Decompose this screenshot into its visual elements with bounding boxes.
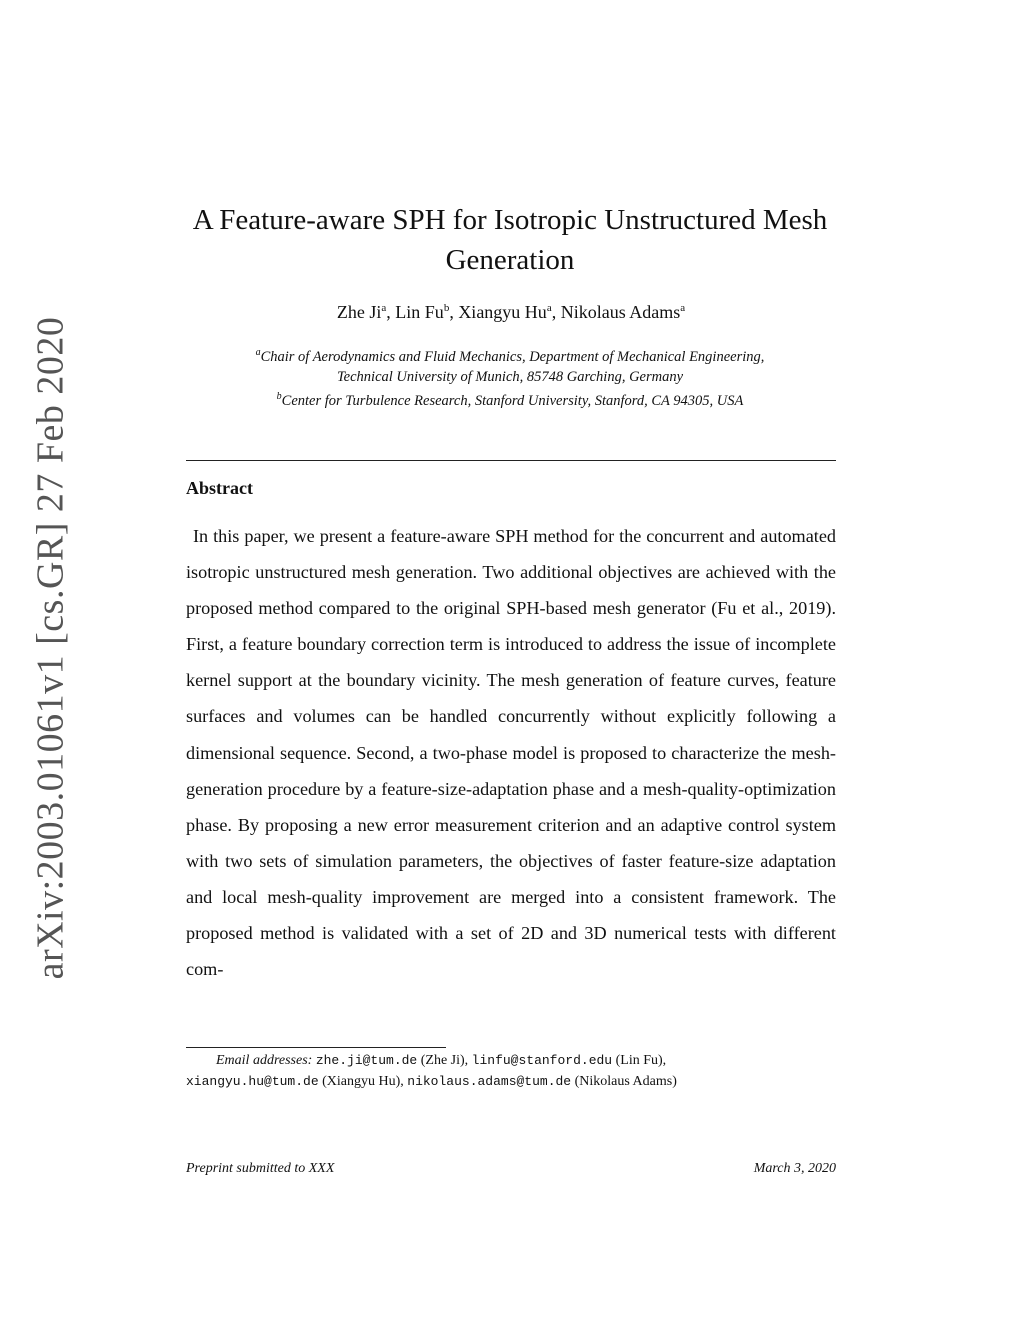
email-link[interactable]: zhe.ji@tum.de xyxy=(315,1053,418,1068)
affiliations xyxy=(170,343,850,411)
affiliation-a xyxy=(170,343,850,367)
affiliation-mark: b xyxy=(276,390,282,402)
affiliation-text: Center for Turbulence Research, Stanford University, Stanford, CA 94305, USA xyxy=(281,392,744,409)
author-name: Zhe Ji xyxy=(336,302,382,322)
paper-title: A Feature-aware SPH for Isotropic Unstructured Mesh Generation xyxy=(192,204,828,276)
preprint-date: March 3, 2020 xyxy=(753,1161,836,1176)
affiliation-a-cont: Technical University of Munich, 85748 Garching, Germany xyxy=(336,368,684,385)
footnote-label: Email addresses: xyxy=(216,1053,313,1068)
affiliation-text: Chair of Aerodynamics and Fluid Mechanics, Department of Mechanical Engineering, xyxy=(260,348,765,365)
abstract-heading: Abstract xyxy=(186,478,253,498)
author-mark: b xyxy=(443,302,450,314)
affiliation-b xyxy=(170,387,850,411)
email-owner: (Lin Fu), xyxy=(615,1053,667,1068)
author-mark: a xyxy=(546,302,552,314)
email-link[interactable]: linfu@stanford.edu xyxy=(471,1053,613,1068)
email-link[interactable]: nikolaus.adams@tum.de xyxy=(407,1074,572,1089)
author-mark: a xyxy=(680,302,686,314)
email-link[interactable]: xiangyu.hu@tum.de xyxy=(186,1074,319,1089)
author-name: Lin Fu xyxy=(395,302,444,322)
arxiv-identifier xyxy=(28,316,72,979)
email-owner: (Nikolaus Adams) xyxy=(574,1074,677,1089)
author-mark: a xyxy=(381,302,387,314)
author-name: Xiangyu Hu xyxy=(458,302,547,322)
preprint-note: Preprint submitted to XXX xyxy=(186,1161,335,1176)
abstract-text: In this paper, we present a feature-aware SPH method for the concurrent and automated isotropic unstructured mesh generation. Two additional objectives are achieved with the proposed method compared to the original SPH-based mesh generator (Fu et al., 2019). First, a feature boundary correction term is introduced to address the issue of incomplete kernel support at the boundary vicinity. The mesh generation of feature curves, feature surfaces and volumes can be handled concurrently without explicitly following a dimensional sequence. Second, a two-phase model is proposed to characterize the mesh-generation procedure by a feature-size-adaptation phase and a mesh-quality-optimization phase. By proposing a new error measurement criterion and an adaptive control system with two sets of simulation parameters, the objectives of faster feature-size adaptation and local mesh-quality improvement are merged into a consistent framework. The proposed method is validated with a set of 2D and 3D numerical tests with different com- xyxy=(186,526,836,980)
email-owner: (Zhe Ji), xyxy=(420,1053,469,1068)
arxiv-identifier-text: arXiv:2003.01061v1 [cs.GR] 27 Feb 2020 xyxy=(29,316,71,979)
email-owner: (Xiangyu Hu), xyxy=(322,1074,404,1089)
author-list: Zhe Ji$^a$, Lin Fu$^b$, Xiangyu Hu$^a$, Nikolaus Adams$^a$ xyxy=(336,302,686,322)
author-name: Nikolaus Adams xyxy=(560,302,681,322)
footnote xyxy=(186,1050,836,1092)
affiliation-mark: a xyxy=(255,347,261,358)
footnote-rule xyxy=(186,1047,446,1048)
abstract-rule xyxy=(186,460,836,461)
